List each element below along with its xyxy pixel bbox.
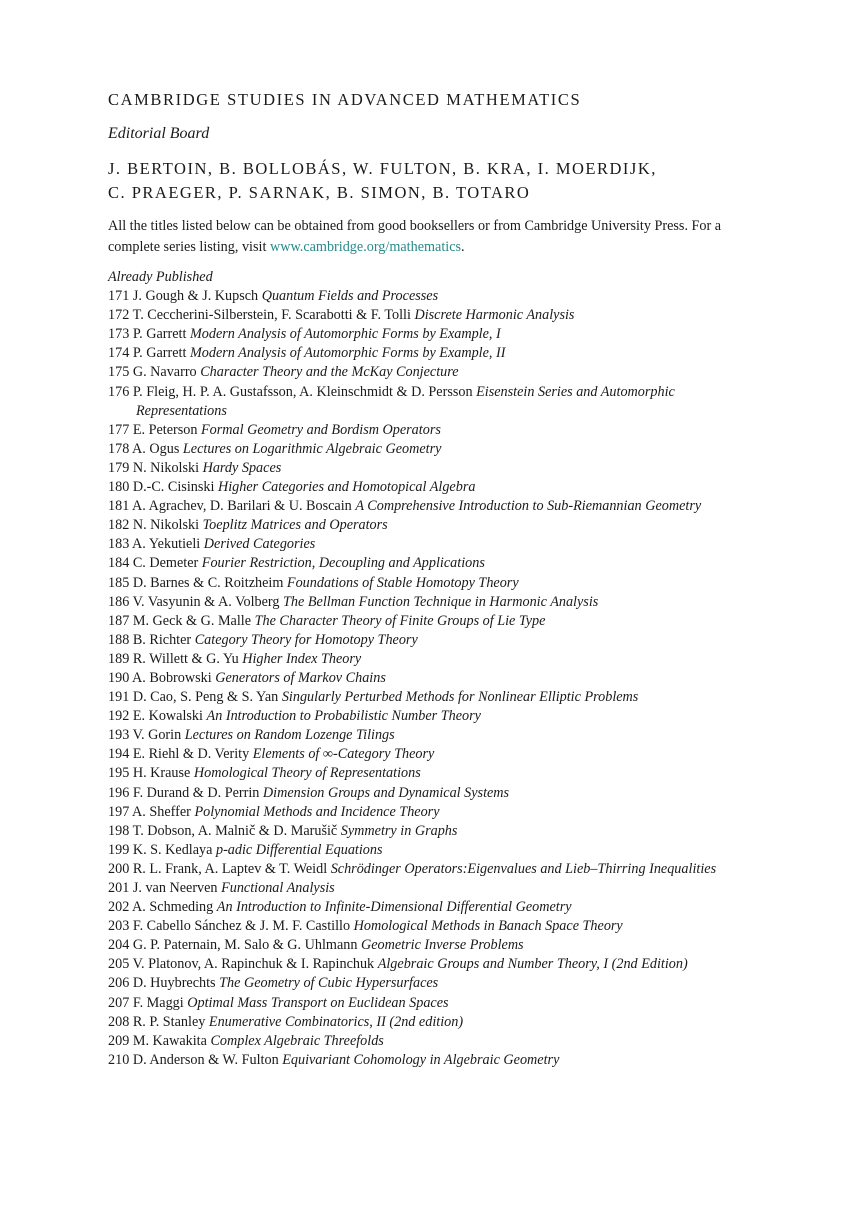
entry-number: 191	[108, 689, 130, 706]
entry-number: 180	[108, 479, 130, 496]
list-item	[108, 287, 748, 306]
entry-authors: P. Fleig, H. P. A. Gustafsson, A. Kleinschmidt & D. Persson	[132, 383, 473, 400]
entry-number: 172	[108, 307, 130, 324]
entry-authors: R. P. Stanley	[132, 1013, 206, 1030]
entry-title: Quantum Fields and Processes	[261, 288, 439, 305]
entry-number: 171	[108, 288, 130, 305]
entry-authors: F. Cabello Sánchez & J. M. F. Castillo	[132, 918, 351, 935]
entry-number: 207	[108, 994, 130, 1011]
entry-number: 187	[108, 612, 130, 629]
entry-title: Higher Index Theory	[242, 650, 362, 667]
entry-authors: C. Demeter	[132, 555, 199, 572]
entry-title: Symmetry in Graphs	[340, 822, 458, 839]
entry-number: 197	[108, 803, 130, 820]
entry-title: The Bellman Function Technique in Harmonic Analysis	[283, 593, 599, 610]
entry-title: Singularly Perturbed Methods for Nonlinear Elliptic Problems	[281, 689, 639, 706]
entry-authors: G. P. Paternain, M. Salo & G. Uhlmann	[132, 937, 358, 954]
entry-title: Homological Methods in Banach Space Theory	[353, 918, 623, 935]
entry-authors: B. Richter	[132, 631, 192, 648]
intro-paragraph	[108, 216, 738, 258]
entry-number: 203	[108, 918, 130, 935]
list-item	[108, 841, 748, 860]
entry-authors: A. Bobrowski	[132, 669, 212, 686]
entry-title: Optimal Mass Transport on Euclidean Spaces	[187, 994, 449, 1011]
intro-text: All the titles listed below can be obtained from good booksellers or from Cambridge University Press. For a complete series listing, visit	[108, 218, 722, 255]
list-item	[108, 879, 748, 898]
list-item	[108, 478, 748, 497]
entry-title: Discrete Harmonic Analysis	[414, 307, 575, 324]
entry-authors: G. Navarro	[132, 364, 197, 381]
entry-number: 200	[108, 860, 130, 877]
entry-title: Category Theory for Homotopy Theory	[194, 631, 418, 648]
entry-title: Toeplitz Matrices and Operators	[202, 517, 388, 534]
entry-number: 185	[108, 574, 130, 591]
list-item	[108, 764, 748, 783]
editors-line-1: J. BERTOIN, B. BOLLOBÁS, W. FULTON, B. KRA, I. MOERDIJK,	[108, 159, 657, 178]
entry-title: Hardy Spaces	[202, 459, 282, 476]
entry-number: 179	[108, 459, 130, 476]
entry-title: Homological Theory of Representations	[193, 765, 421, 782]
entry-authors: J. van Neerven	[132, 880, 218, 896]
entry-authors: A. Yekutieli	[132, 536, 201, 553]
entry-title: Dimension Groups and Dynamical Systems	[262, 784, 510, 801]
list-item	[108, 1032, 748, 1051]
entry-authors: V. Platonov, A. Rapinchuk & I. Rapinchuk	[132, 956, 375, 973]
entry-number: 201	[108, 880, 130, 896]
list-item	[108, 459, 748, 478]
entry-authors: V. Gorin	[132, 727, 182, 744]
entry-authors: D.-C. Cisinski	[132, 479, 215, 496]
entry-title: Formal Geometry and Bordism Operators	[201, 421, 441, 438]
list-item	[108, 1051, 748, 1070]
entry-number: 184	[108, 555, 130, 572]
entry-authors: J. Gough & J. Kupsch	[132, 288, 259, 305]
entry-authors: R. Willett & G. Yu	[132, 650, 239, 667]
entry-title: Modern Analysis of Automorphic Forms by Example, I	[189, 326, 501, 343]
list-item	[108, 516, 748, 535]
list-item	[108, 726, 748, 745]
entry-authors: M. Geck & G. Malle	[132, 612, 252, 629]
entry-title: Elements of ∞-Category Theory	[252, 746, 435, 763]
entry-number: 190	[108, 669, 130, 686]
list-item	[108, 535, 748, 554]
entry-authors: A. Ogus	[132, 440, 180, 457]
entry-authors: K. S. Kedlaya	[132, 841, 213, 858]
already-published-list	[108, 268, 748, 1070]
list-item	[108, 344, 748, 363]
list-item	[108, 745, 748, 764]
entry-title: Modern Analysis of Automorphic Forms by Example, II	[189, 345, 506, 362]
entry-title: Lectures on Random Lozenge Tilings	[184, 727, 395, 744]
entry-authors: M. Kawakita	[132, 1032, 207, 1049]
entry-authors: V. Vasyunin & A. Volberg	[132, 593, 280, 610]
list-item	[108, 707, 748, 726]
list-item	[108, 784, 748, 803]
entry-number: 195	[108, 765, 130, 782]
entry-authors: H. Krause	[132, 765, 191, 782]
entry-number: 186	[108, 593, 130, 610]
entry-title: Schrödinger Operators:Eigenvalues and Lieb–Thirring Inequalities	[330, 860, 717, 877]
entry-title: Enumerative Combinatorics, II (2nd edition)	[208, 1013, 464, 1030]
entry-number: 175	[108, 364, 130, 381]
entry-title: Algebraic Groups and Number Theory, I (2nd Edition)	[377, 956, 688, 973]
list-item	[108, 593, 748, 612]
entry-number: 181	[108, 498, 130, 515]
list-item	[108, 994, 748, 1013]
entry-number: 193	[108, 727, 130, 744]
list-item	[108, 650, 748, 669]
entry-title: Equivariant Cohomology in Algebraic Geometry	[282, 1051, 560, 1068]
entry-authors: D. Anderson & W. Fulton	[132, 1051, 279, 1068]
entry-number: 182	[108, 517, 130, 534]
editorial-board-names	[108, 157, 657, 205]
list-item	[108, 325, 748, 344]
entry-authors: E. Riehl & D. Verity	[132, 746, 250, 763]
entry-number: 204	[108, 937, 130, 954]
list-item	[108, 955, 748, 974]
list-item	[108, 497, 748, 516]
entry-number: 188	[108, 631, 130, 648]
entry-authors: A. Sheffer	[132, 803, 191, 820]
entry-title: The Character Theory of Finite Groups of Lie Type	[254, 612, 546, 629]
entry-authors: R. L. Frank, A. Laptev & T. Weidl	[132, 860, 328, 877]
list-item	[108, 936, 748, 955]
entry-number: 208	[108, 1013, 130, 1030]
entry-number: 206	[108, 975, 130, 992]
list-item	[108, 669, 748, 688]
entry-number: 176	[108, 383, 130, 400]
entry-title: Polynomial Methods and Incidence Theory	[194, 803, 440, 820]
list-item	[108, 688, 748, 707]
entry-number: 173	[108, 326, 130, 343]
entry-number: 178	[108, 440, 130, 457]
editors-line-2: C. PRAEGER, P. SARNAK, B. SIMON, B. TOTARO	[108, 183, 531, 202]
entry-title: p-adic Differential Equations	[215, 841, 383, 858]
entry-number: 194	[108, 746, 130, 763]
intro-end: .	[461, 239, 465, 255]
entry-title: Lectures on Logarithmic Algebraic Geometry	[182, 440, 442, 457]
entry-authors: N. Nikolski	[132, 459, 200, 476]
entry-number: 202	[108, 899, 130, 916]
entry-title: A Comprehensive Introduction to Sub-Riemannian Geometry	[355, 498, 702, 515]
list-item	[108, 421, 748, 440]
list-item	[108, 440, 748, 459]
entry-number: 189	[108, 650, 130, 667]
list-item	[108, 898, 748, 917]
entry-authors: T. Dobson, A. Malnič & D. Marušič	[132, 822, 338, 839]
entry-authors: A. Schmeding	[132, 899, 214, 916]
entry-number: 209	[108, 1032, 130, 1049]
list-item	[108, 383, 748, 421]
entry-number: 192	[108, 708, 130, 725]
entry-number: 174	[108, 345, 130, 362]
already-published-label: Already Published	[108, 269, 213, 285]
entries-container	[108, 287, 748, 1070]
entry-title: Complex Algebraic Threefolds	[210, 1032, 384, 1049]
entry-authors: P. Garrett	[132, 326, 187, 343]
entry-title: Functional Analysis	[221, 880, 335, 896]
entry-number: 210	[108, 1051, 130, 1068]
entry-title: Derived Categories	[203, 536, 316, 553]
list-item	[108, 974, 748, 993]
entry-authors: D. Cao, S. Peng & S. Yan	[132, 689, 279, 706]
list-item	[108, 306, 748, 325]
entry-title: Foundations of Stable Homotopy Theory	[286, 574, 519, 591]
entry-title: Fourier Restriction, Decoupling and Applications	[201, 555, 485, 572]
entry-title: An Introduction to Probabilistic Number Theory	[206, 708, 481, 725]
entry-authors: D. Barnes & C. Roitzheim	[132, 574, 284, 591]
entry-authors: F. Maggi	[132, 994, 184, 1011]
list-item	[108, 612, 748, 631]
entry-number: 183	[108, 536, 130, 553]
list-item	[108, 860, 748, 879]
entry-authors: D. Huybrechts	[132, 975, 216, 992]
list-item	[108, 803, 748, 822]
editorial-board-label: Editorial Board	[108, 125, 210, 142]
entry-authors: T. Ceccherini-Silberstein, F. Scarabotti & F. Tolli	[132, 307, 411, 324]
list-item	[108, 363, 748, 382]
entry-number: 198	[108, 822, 130, 839]
entry-title: The Geometry of Cubic Hypersurfaces	[219, 975, 439, 992]
entry-authors: E. Kowalski	[132, 708, 203, 725]
entry-authors: P. Garrett	[132, 345, 187, 362]
entry-number: 196	[108, 784, 130, 801]
list-item	[108, 917, 748, 936]
list-item	[108, 822, 748, 841]
entry-authors: A. Agrachev, D. Barilari & U. Boscain	[132, 498, 352, 515]
list-item	[108, 574, 748, 593]
entry-number: 205	[108, 956, 130, 973]
series-link[interactable]: www.cambridge.org/mathematics	[269, 239, 462, 255]
list-item	[108, 1013, 748, 1032]
entry-title: An Introduction to Infinite-Dimensional Differential Geometry	[216, 899, 572, 916]
entry-authors: N. Nikolski	[132, 517, 200, 534]
entry-number: 177	[108, 421, 130, 438]
list-item	[108, 631, 748, 650]
entry-title: Eisenstein Series and Automorphic Representations	[136, 383, 675, 419]
entry-authors: E. Peterson	[132, 421, 198, 438]
series-title: CAMBRIDGE STUDIES IN ADVANCED MATHEMATICS	[108, 90, 582, 109]
entry-authors: F. Durand & D. Perrin	[132, 784, 260, 801]
entry-number: 199	[108, 841, 130, 858]
entry-title: Character Theory and the McKay Conjecture	[200, 364, 459, 381]
entry-title: Higher Categories and Homotopical Algebra	[217, 479, 476, 496]
entry-title: Generators of Markov Chains	[215, 669, 386, 686]
list-item	[108, 554, 748, 573]
entry-title: Geometric Inverse Problems	[361, 937, 524, 954]
